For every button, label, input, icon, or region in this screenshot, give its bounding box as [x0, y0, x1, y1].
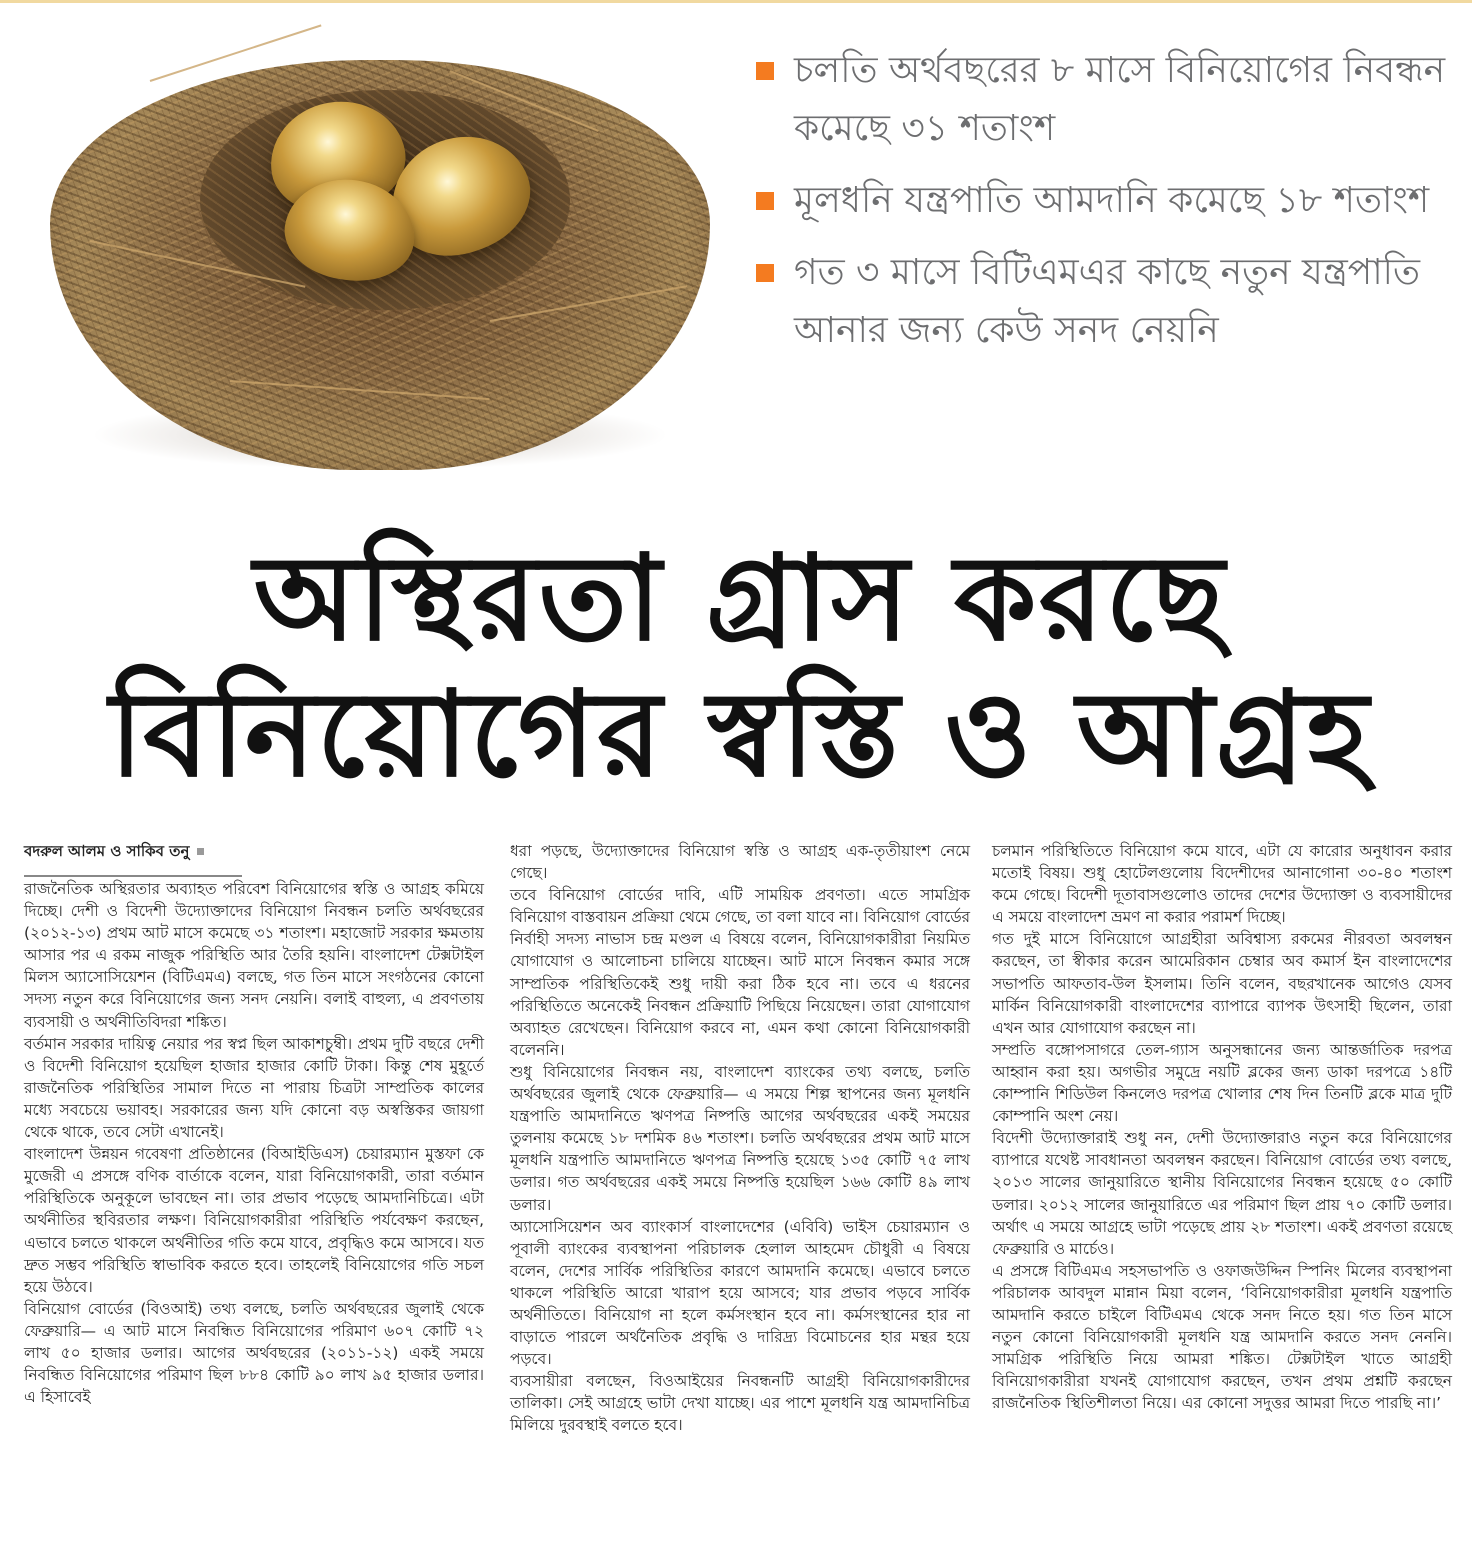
paragraph: সম্প্রতি বঙ্গোপসাগরে তেল-গ্যাস অনুসন্ধানের জন্য আন্তর্জাতিক দরপত্র আহ্বান করা হয়। অগভীর সমুদ্রে নয়টি ব্লকের জন্য ডাকা দরপত্রে ১৪টি কোম্পানি শিডিউল কিনলেও দরপত্র খোলার শেষ দিন তিনটি ব্লকে মাত্র দুটি কোম্পানি অংশ নেয়।: [992, 1040, 1452, 1126]
paragraph: শুধু বিনিয়োগের নিবন্ধন নয়, বাংলাদেশ ব্যাংকের তথ্য বলছে, চলতি অর্থবছরের জুলাই থেকে ফেব্রুয়ারি— এ সময়ে শিল্প স্থাপনের জন্য মূলধনি যন্ত্রপাতি আমদানিতে ঋণপত্র নিষ্পত্তি আগের অর্থবছরের একই সময়ের তুলনায় কমেছে ১৮ দশমিক ৪৬ শতাংশ। চলতি অর্থবছরের প্রথম আট মাসে মূলধনি যন্ত্রপাতি আমদানিতে ঋণপত্র নিষ্পত্তি হয়েছে ১৩৫ কোটি ৭৫ লাখ ডলার। গত অর্থবছরের একই সময়ে নিষ্পত্তি হয়েছিল ১৬৬ কোটি ৪৯ লাখ ডলার।: [510, 1062, 970, 1214]
article-column-2: [510, 840, 970, 1437]
highlight-text: গত ৩ মাসে বিটিএমএর কাছে নতুন যন্ত্রপাতি আনার জন্য কেউ সনদ নেয়নি: [794, 252, 1420, 351]
paragraph: অ্যাসোসিয়েশন অব ব্যাংকার্স বাংলাদেশের (এবিবি) ভাইস চেয়ারম্যান ও পূবালী ব্যাংকের ব্যবস্থাপনা পরিচালক হেলাল আহমেদ চৌধুরী এ বিষয়ে বলেন, দেশের সার্বিক পরিস্থিতির কারণে আমদানি কমেছে। এভাবে চলতে থাকলে পরিস্থিতি আরো খারাপ হয়ে আসবে; যার প্রভাব পড়বে সার্বিক অর্থনীতিতে। বিনিয়োগ না হলে কর্মসংস্থান হবে না। কর্মসংস্থানের হার না বাড়াতে পারলে অর্থনৈতিক প্রবৃদ্ধি ও দারিদ্র্য বিমোচনের হার মন্থর হয়ে পড়বে।: [510, 1217, 970, 1369]
highlight-text: মূলধনি যন্ত্রপাতি আমদানি কমেছে ১৮ শতাংশ: [794, 180, 1430, 221]
paragraph: বাংলাদেশ উন্নয়ন গবেষণা প্রতিষ্ঠানের (বিআইডিএস) চেয়ারম্যান মুস্তফা কে মুজেরী এ প্রসঙ্গে বণিক বার্তাকে বলেন, যারা বিনিয়োগকারী, তারা বর্তমান পরিস্থিতিকে অনুকূলে ভাবছেন না। তার প্রভাব পড়েছে আমদানিচিত্রে। এটা অর্থনীতির স্থবিরতার লক্ষণ। বিনিয়োগকারীরা পরিস্থিতি পর্যবেক্ষণ করছেন, এভাবে চলতে থাকলে অর্থনীতির গতি কমে যাবে, প্রবৃদ্ধিও কমে আসবে। যত দ্রুত সম্ভব পরিস্থিতি স্বাভাবিক করতে হবে। তাহলেই বিনিয়োগের গতি সচল হয়ে উঠবে।: [24, 1145, 484, 1296]
headline-line-2: বিনিয়োগের স্বস্তি ও আগ্রহ: [109, 665, 1371, 803]
byline-authors: বদরুল আলম ও সাকিব তনু: [24, 842, 190, 860]
orange-square-bullet-icon: [756, 264, 774, 282]
highlight-item: [750, 42, 1450, 158]
paragraph: বর্তমান সরকার দায়িত্ব নেয়ার পর স্বপ্ন ছিল আকাশচুম্বী। প্রথম দুটি বছরে দেশী ও বিদেশী বিনিয়োগ হয়েছিল হাজার হাজার কোটি টাকা। কিন্তু শেষ মুহূর্তে রাজনৈতিক পরিস্থিতির সামাল দিতে না পারায় চিত্রটা সাম্প্রতিক কালের মধ্যে সবচেয়ে ভয়াবহ। সরকারের জন্য যদি কোনো বড় অস্বস্তিকর জায়গা থেকে থাকে, তবে সেটা এখানেই।: [24, 1034, 484, 1142]
article-column-3: [992, 840, 1452, 1414]
top-border-rule: [0, 0, 1472, 3]
square-mark-icon: [197, 848, 204, 855]
paragraph: বিনিয়োগ বোর্ডের (বিওআই) তথ্য বলছে, চলতি অর্থবছরের জুলাই থেকে ফেব্রুয়ারি— এ আট মাসে নিবন্ধিত বিনিয়োগের পরিমাণ ৬০৭ কোটি ৭২ লাখ ৫০ হাজার ডলার। আগের অর্থবছরের (২০১১-১২) একই সময়ে নিবন্ধিত বিনিয়োগের পরিমাণ ছিল ৮৮৪ কোটি ৯০ লাখ ৯৫ হাজার ডলার। এ হিসাবেই: [24, 1299, 484, 1407]
paragraph: রাজনৈতিক অস্থিরতার অব্যাহত পরিবেশ বিনিয়োগের স্বস্তি ও আগ্রহ কমিয়ে দিচ্ছে। দেশী ও বিদেশী উদ্যোক্তাদের বিনিয়োগ নিবন্ধন চলতি অর্থবছরের (২০১২-১৩) প্রথম আট মাসে কমেছে ৩১ শতাংশ। মহাজোট সরকার ক্ষমতায় আসার পর এ রকম নাজুক পরিস্থিতি আর তৈরি হয়নি। বাংলাদেশ টেক্সটাইল মিলস অ্যাসোসিয়েশন (বিটিএমএ) বলছে, গত তিন মাসে সংগঠনের কোনো সদস্য নতুন করে বিনিয়োগের জন্য সনদ নেয়নি। বলাই বাহুল্য, এ প্রবণতায় ব্যবসায়ী ও অর্থনীতিবিদরা শঙ্কিত।: [24, 880, 484, 1031]
paragraph: চলমান পরিস্থিতিতে বিনিয়োগ কমে যাবে, এটা যে কারোর অনুধাবন করার মতোই বিষয়। শুধু হোটেলগুলোয় বিদেশীদের আনাগোনা ৩০-৪০ শতাংশ কমে গেছে। বিদেশী দূতাবাসগুলোও তাদের দেশের উদ্যোক্তা ও ব্যবসায়ীদের এ সময়ে বাংলাদেশ ভ্রমণ না করার পরামর্শ দিচ্ছে।: [992, 842, 1452, 927]
paragraph: ধরা পড়ছে, উদ্যোক্তাদের বিনিয়োগ স্বস্তি ও আগ্রহ এক-তৃতীয়াংশ নেমে গেছে।: [510, 842, 970, 883]
highlight-text: চলতি অর্থবছরের ৮ মাসে বিনিয়োগের নিবন্ধন কমেছে ৩১ শতাংশ: [794, 50, 1446, 149]
article-headline: [40, 530, 1440, 802]
orange-square-bullet-icon: [756, 192, 774, 210]
headline-line-1: অস্থিরতা গ্রাস করছে: [253, 529, 1227, 667]
highlight-item: [750, 172, 1450, 230]
orange-square-bullet-icon: [756, 62, 774, 80]
article-column-1: [24, 878, 484, 1408]
byline: [24, 840, 242, 877]
paragraph: গত দুই মাসে বিনিয়োগে আগ্রহীরা অবিশ্বাস্য রকমের নীরবতা অবলম্বন করছেন, তা স্বীকার করেন আমেরিকান চেম্বার অব কমার্স ইন বাংলাদেশের সভাপতি আফতাব-উল ইসলাম। তিনি বলেন, বছরখানেক আগেও যেসব মার্কিন বিনিয়োগকারী বাংলাদেশের ব্যাপারে ব্যাপক উৎসাহী ছিলেন, তারা এখন আর যোগাযোগ করছেন না।: [992, 930, 1452, 1037]
highlight-item: [750, 244, 1450, 360]
paragraph: বিদেশী উদ্যোক্তারাই শুধু নন, দেশী উদ্যোক্তারাও নতুন করে বিনিয়োগের ব্যাপারে যথেষ্ট সাবধানতা অবলম্বন করছেন। বিনিয়োগ বোর্ডের তথ্য বলছে, ২০১৩ সালের জানুয়ারিতে স্থানীয় বিনিয়োগের নিবন্ধন হয়েছে ৫০ কোটি ডলার। ২০১২ সালের জানুয়ারিতে এর পরিমাণ ছিল প্রায় ৭০ কোটি ডলার। অর্থাৎ এ সময়ে আগ্রহে ভাটা পড়েছে প্রায় ২৮ শতাংশ। একই প্রবণতা রয়েছে ফেব্রুয়ারি ও মার্চেও।: [992, 1129, 1452, 1258]
paragraph: ব্যবসায়ীরা বলছেন, বিওআইয়ের নিবন্ধনটি আগ্রহী বিনিয়োগকারীদের তালিকা। সেই আগ্রহে ভাটা দেখা যাচ্ছে। এর পাশে মূলধনি যন্ত্র আমদানিচিত্র মিলিয়ে দুরবস্থাই বলতে হবে।: [510, 1372, 970, 1435]
paragraph: তবে বিনিয়োগ বোর্ডের দাবি, এটি সাময়িক প্রবণতা। এতে সামগ্রিক বিনিয়োগ বাস্তবায়ন প্রক্রিয়া থেমে গেছে, তা বলা যাবে না। বিনিয়োগ বোর্ডের নির্বাহী সদস্য নাভাস চন্দ্র মণ্ডল এ বিষয়ে বলেন, বিনিয়োগকারীরা নিয়মিত যোগাযোগ ও আলোচনা চালিয়ে যাচ্ছেন। আট মাসে নিবন্ধন কমার সঙ্গে সাম্প্রতিক পরিস্থিতিকেই শুধু দায়ী করা ঠিক হবে না। তবে এ ধরনের পরিস্থিতিতে অনেকেই নিবন্ধন প্রক্রিয়াটি পিছিয়ে নিয়েছেন। তারা যোগাযোগ অব্যাহত রেখেছেন। বিনিয়োগ করবে না, এমন কথা কোনো বিনিয়োগকারী বলেননি।: [510, 886, 970, 1059]
paragraph: এ প্রসঙ্গে বিটিএমএ সহসভাপতি ও ওফাজউদ্দিন স্পিনিং মিলের ব্যবস্থাপনা পরিচালক আবদুল মান্নান মিয়া বলেন, ‘বিনিয়োগকারীরা মূলধনি যন্ত্রপাতি আমদানি করতে চাইলে বিটিএমএ থেকে সনদ নিতে হয়। গত তিন মাসে নতুন কোনো বিনিয়োগকারী মূলধনি যন্ত্র আমদানি করতে সনদ নেননি। সামগ্রিক পরিস্থিতি নিয়ে আমরা শঙ্কিত। টেক্সটাইল খাতে আগ্রহী বিনিয়োগকারীরা যখনই যোগাযোগ করছেন, তখন প্রথম প্রশ্নটি করছেন রাজনৈতিক স্থিতিশীলতা নিয়ে। এর কোনো সদুত্তর আমরা দিতে পারছি না।’: [992, 1261, 1452, 1413]
nest-golden-eggs-photo: [30, 20, 730, 500]
highlights-list: [750, 42, 1450, 374]
